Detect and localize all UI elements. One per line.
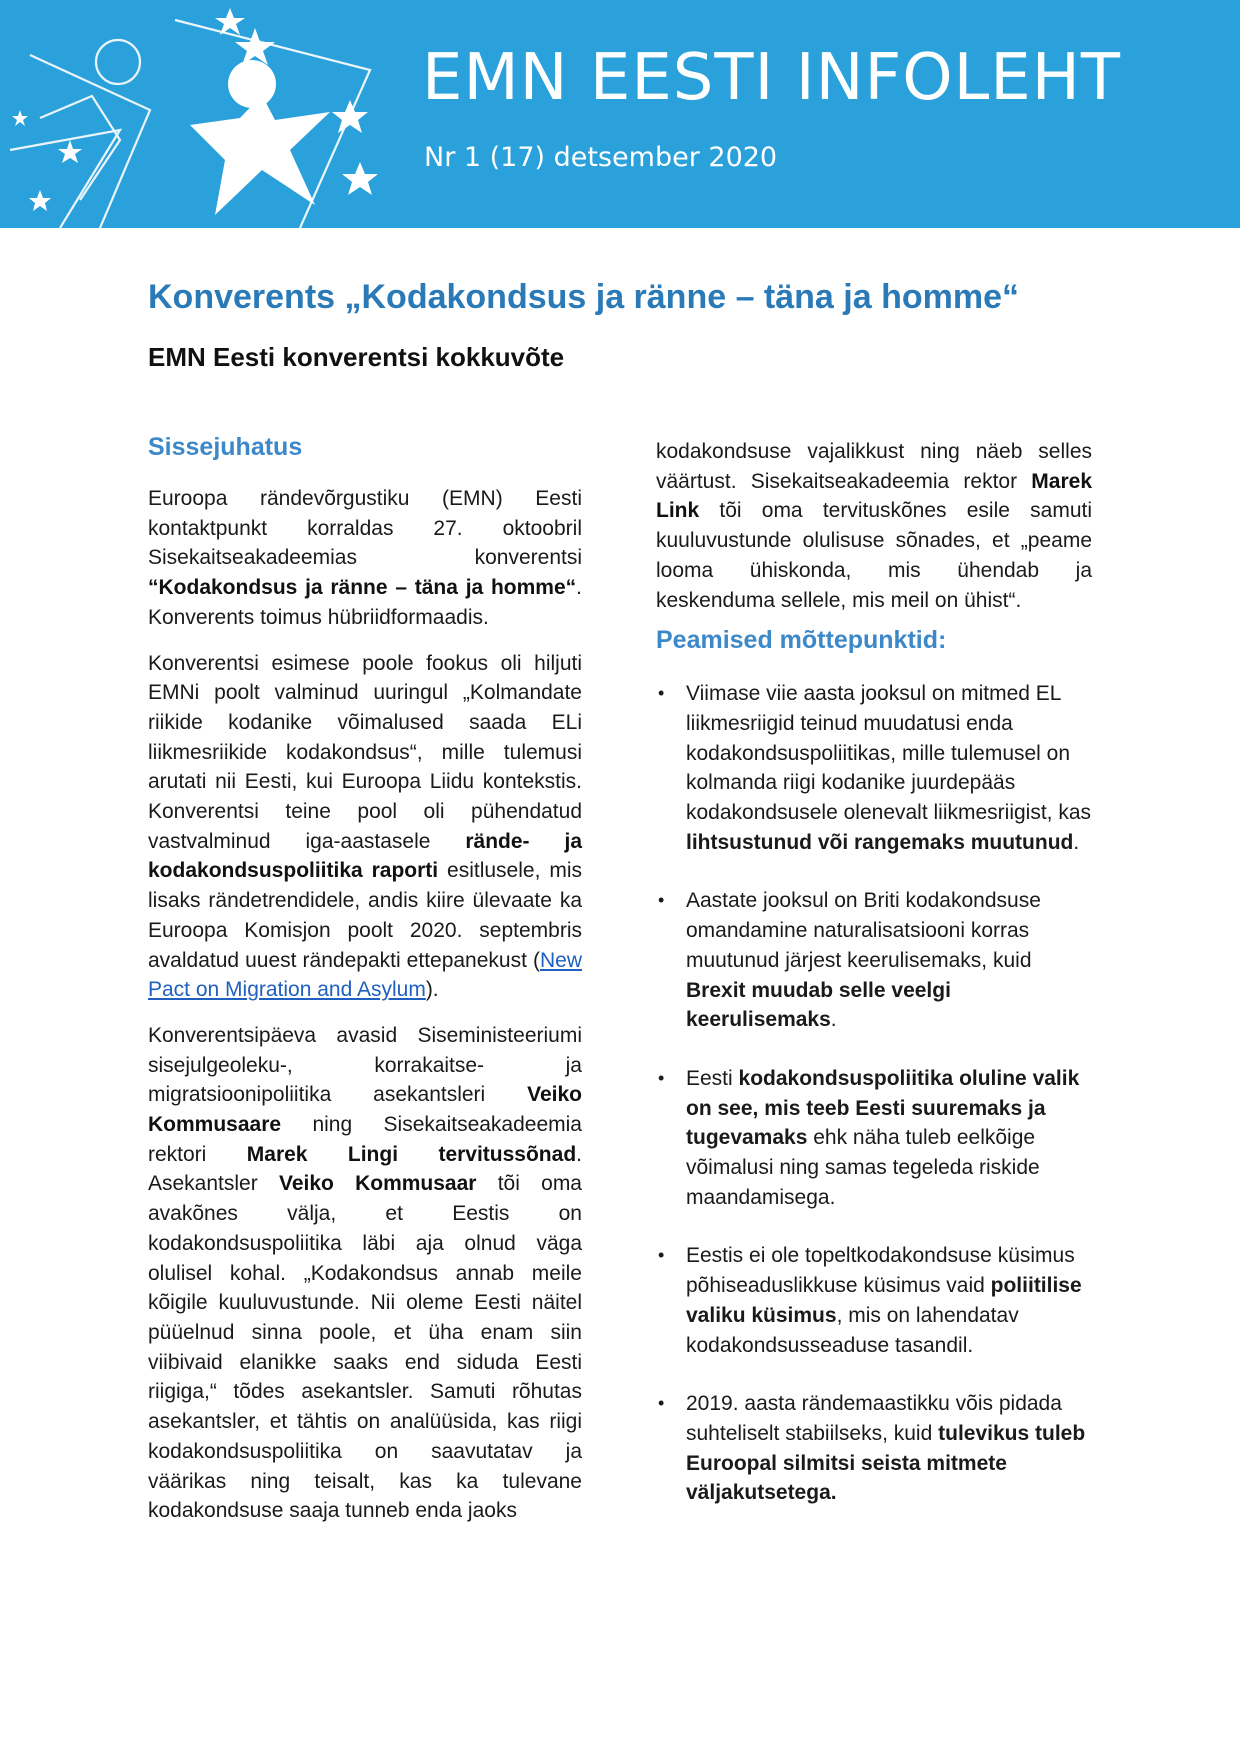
list-item: • Eestis ei ole topeltkodakondsuse küsimus põhiseaduslikkuse küsimus vaid poliitilise valiku küsimus, mis on lahendatav kodakondsusseaduse tasandil.	[656, 1241, 1092, 1360]
bullet-icon: •	[658, 1245, 665, 1266]
page-subtitle: EMN Eesti konverentsi kokkuvõte	[148, 342, 565, 372]
list-item: • 2019. aasta rändemaastikku võis pidada suhteliselt stabiilseks, kuid tulevikus tuleb Euroopal silmitsi seista mitmete väljakutsetega.	[656, 1389, 1092, 1508]
bullet-icon: •	[658, 890, 665, 911]
section-heading-key-points: Peamised mõttepunktid:	[656, 626, 947, 655]
opening-paragraph: Konverentsipäeva avasid Siseministeeriumi sisejulgeoleku-, korrakaitse- ja migratsioonipoliitika asekantsleri Veiko Kommusaare ning Sisekaitseakadeemia rektori Marek Lingi tervitussõnad. Asekantsler Veiko Kommusaar tõi oma avakõnes välja, et Eestis on kodakondsuspoliitika läbi aja olnud väga olulisel kohal. „Kodakondsus annab meile kõigile kuuluvustunde. Nii oleme Eesti näitel püüelnud sinna poole, et üha enam siin viibivaid elanikke saaks end siduda Eesti riigiga,“ tõdes asekantsler. Samuti rõhutas asekantsler, et tähtis on analüüsida, kas riigi kodakondsuspoliitika on saavutatav ja väärikas ning teisalt, kas ka tulevane kodakondsuse saaja tunneb enda jaoks	[148, 1023, 582, 1523]
page-title: Konverents „Kodakondsus ja ränne – täna ja homme“	[148, 278, 1020, 316]
bullet-icon: •	[658, 1393, 665, 1414]
left-column	[148, 432, 582, 1542]
bullet-icon: •	[658, 683, 665, 704]
issue-number: Nr 1 (17) detsember 2020	[424, 142, 778, 173]
focus-paragraph: Konverentsi esimese poole fookus oli hiljuti EMNi poolt valminud uuringul „Kolmandate riikide kodanike võimalused saada ELi liikmesriikide kodakondsus“, mille tulemusi arutati nii Eesti, kui Euroopa Liidu kontekstis. Konverentsi teine pool oli pühendatud vastvalminud iga-aastasele rände- ja kodakondsuspoliitika raporti esitlusele, mis lisaks rändetrendidele, andis kiire ülevaate ka Euroopa Komisjon poolt 2020. septembris avaldatud uuest rändepakti ettepanekust (New Pact on Migration and Asylum).	[148, 651, 582, 1002]
list-item: • Viimase viie aasta jooksul on mitmed EL liikmesriigid teinud muudatusi enda kodakondsuspoliitikas, mille tulemusel on kolmanda riigi kodanike juurdepääs kodakondsusele olenevalt liikmesriigist, kas lihtsustunud või rangemaks muutunud.	[656, 679, 1092, 857]
bullet-icon: •	[658, 1067, 665, 1088]
new-pact-link[interactable]: New Pact on Migration and Asylum	[148, 948, 582, 1002]
intro-paragraph: Euroopa rändevõrgustiku (EMN) Eesti kontaktpunkt korraldas 27. oktoobril Sisekaitseakadeemias konverentsi “Kodakondsus ja ränne – täna ja homme“. Konverents toimus hübriidformaadis.	[148, 487, 582, 629]
list-item: • Eesti kodakondsuspoliitika oluline valik on see, mis teeb Eesti suuremaks ja tugevamaks ehk näha tuleb eelkõige võimalusi ning samas tegeleda riskide maandamisega.	[656, 1064, 1092, 1213]
star-figure-logo-icon	[0, 0, 420, 228]
list-item: • Aastate jooksul on Briti kodakondsuse omandamine naturalisatsiooni korras muutunud järjest keerulisemaks, kuid Brexit muudab selle veelgi keerulisemaks.	[656, 886, 1092, 1035]
header-banner	[0, 0, 1240, 228]
newsletter-title: EMN EESTI INFOLEHT	[422, 41, 1121, 115]
right-column	[656, 437, 1092, 1537]
section-heading-intro: Sissejuhatus	[148, 433, 303, 461]
continuation-paragraph: kodakondsuse vajalikkust ning näeb selles väärtust. Sisekaitseakadeemia rektor Marek Link tõi oma tervituskõnes esile samuti kuuluvustunde olulisuse sõnades, et „peame looma ühiskonda, mis ühendab ja keskenduma sellele, mis meil on ühist“.	[656, 440, 1092, 612]
key-points-list	[656, 679, 1092, 1508]
